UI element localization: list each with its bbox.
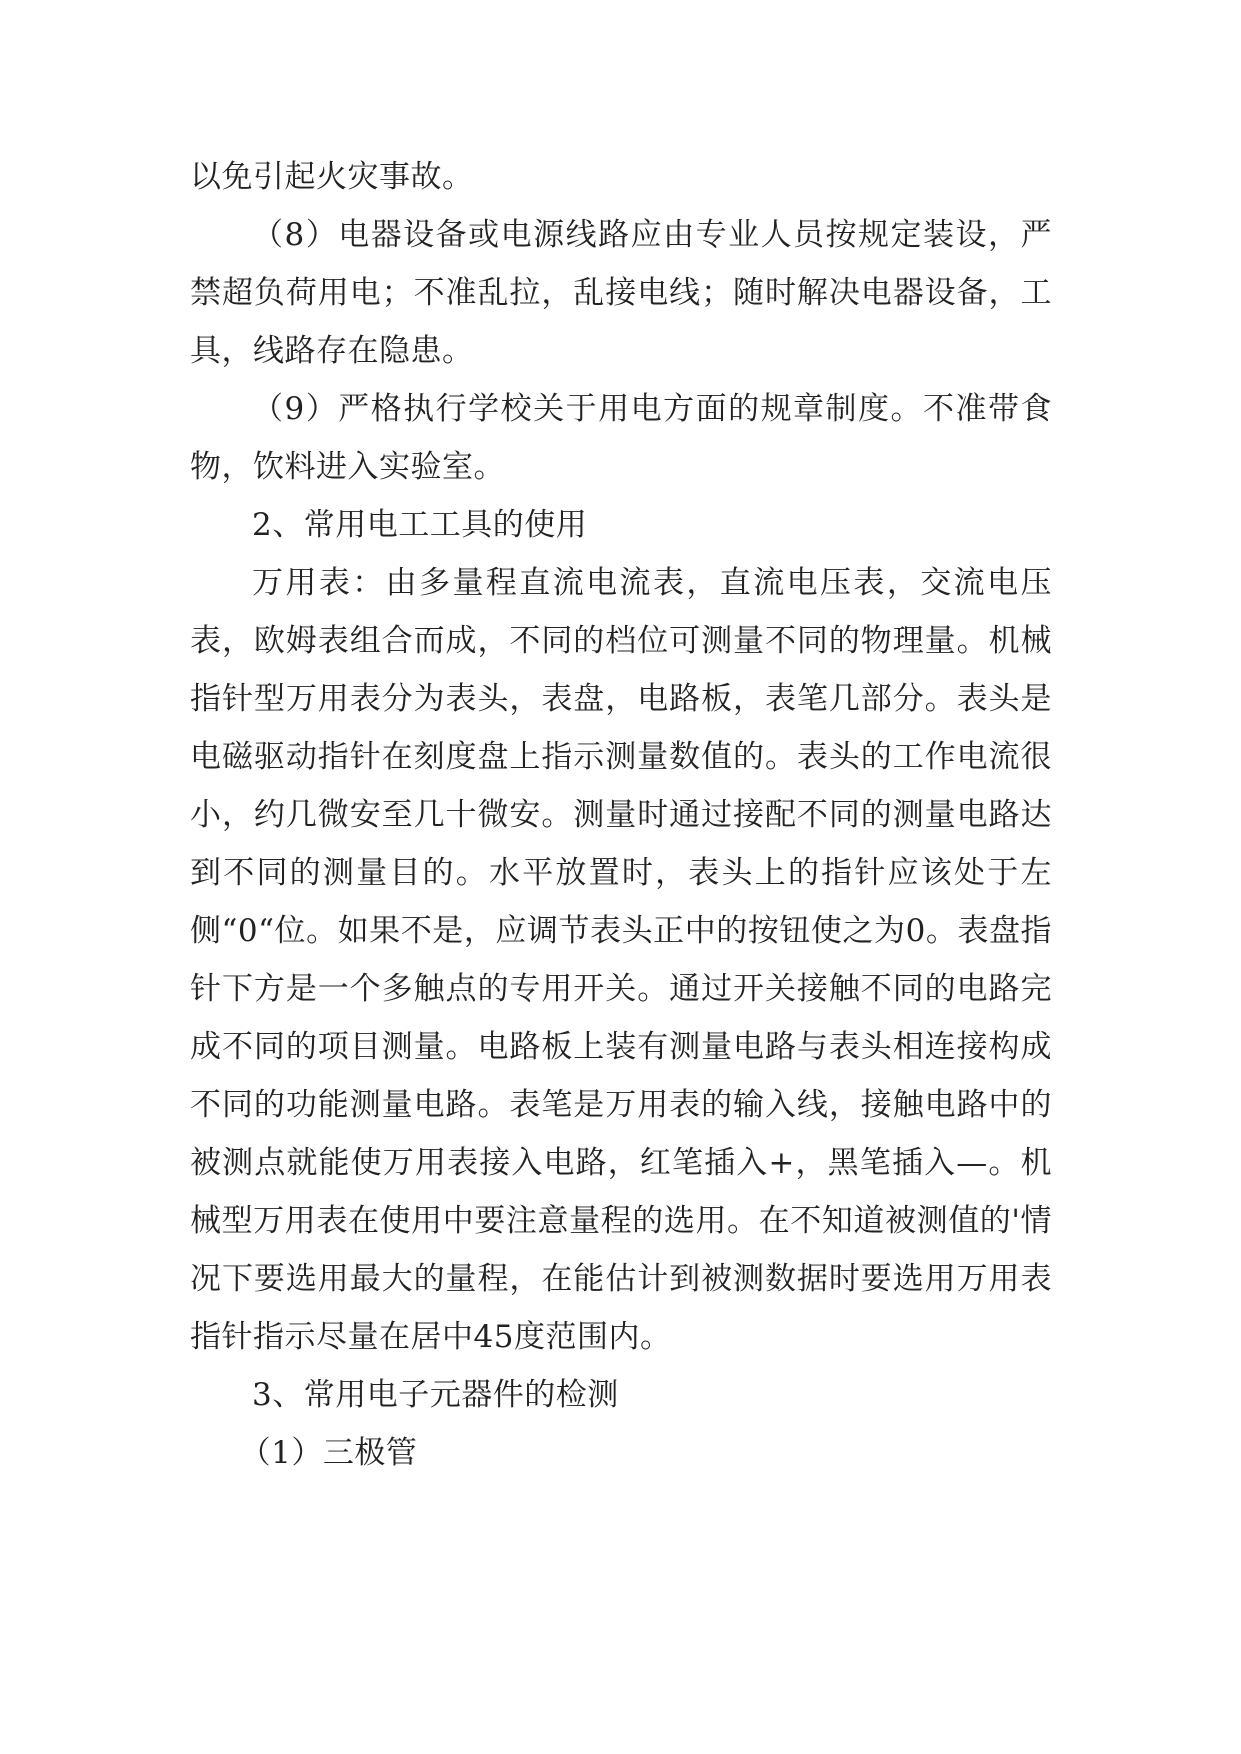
paragraph-continuation: 以免引起火灾事故。 [190, 159, 474, 195]
document-body [190, 148, 1052, 1482]
section-heading-2: 2、常用电工工具的使用 [252, 507, 588, 543]
paragraph-item-9: （9）严格执行学校关于用电方面的规章制度。不准带食物，饮料进入实验室。 [190, 391, 1052, 485]
section-heading-3: 3、常用电子元器件的检测 [252, 1377, 619, 1413]
paragraph-item-8: （8）电器设备或电源线路应由专业人员按规定装设，严禁超负荷用电；不准乱拉，乱接电线；随时解决电器设备，工具，线路存在隐患。 [190, 217, 1052, 369]
subsection-heading-transistor: （1）三极管 [239, 1435, 418, 1471]
paragraph-multimeter: 万用表：由多量程直流电流表，直流电压表，交流电压表，欧姆表组合而成，不同的档位可测量不同的物理量。机械指针型万用表分为表头，表盘，电路板，表笔几部分。表头是电磁驱动指针在刻度盘上指示测量数值的。表头的工作电流很小，约几微安至几十微安。测量时通过接配不同的测量电路达到不同的测量目的。水平放置时，表头上的指针应该处于左侧“0“位。如果不是，应调节表头正中的按钮使之为0。表盘指针下方是一个多触点的专用开关。通过开关接触不同的电路完成不同的项目测量。电路板上装有测量电路与表头相连接构成不同的功能测量电路。表笔是万用表的输入线，接触电路中的被测点就能使万用表接入电路，红笔插入+，黑笔插入—。机械型万用表在使用中要注意量程的选用。在不知道被测值的'情况下要选用最大的量程，在能估计到被测数据时要选用万用表指针指示尽量在居中45度范围内。 [190, 565, 1052, 1355]
